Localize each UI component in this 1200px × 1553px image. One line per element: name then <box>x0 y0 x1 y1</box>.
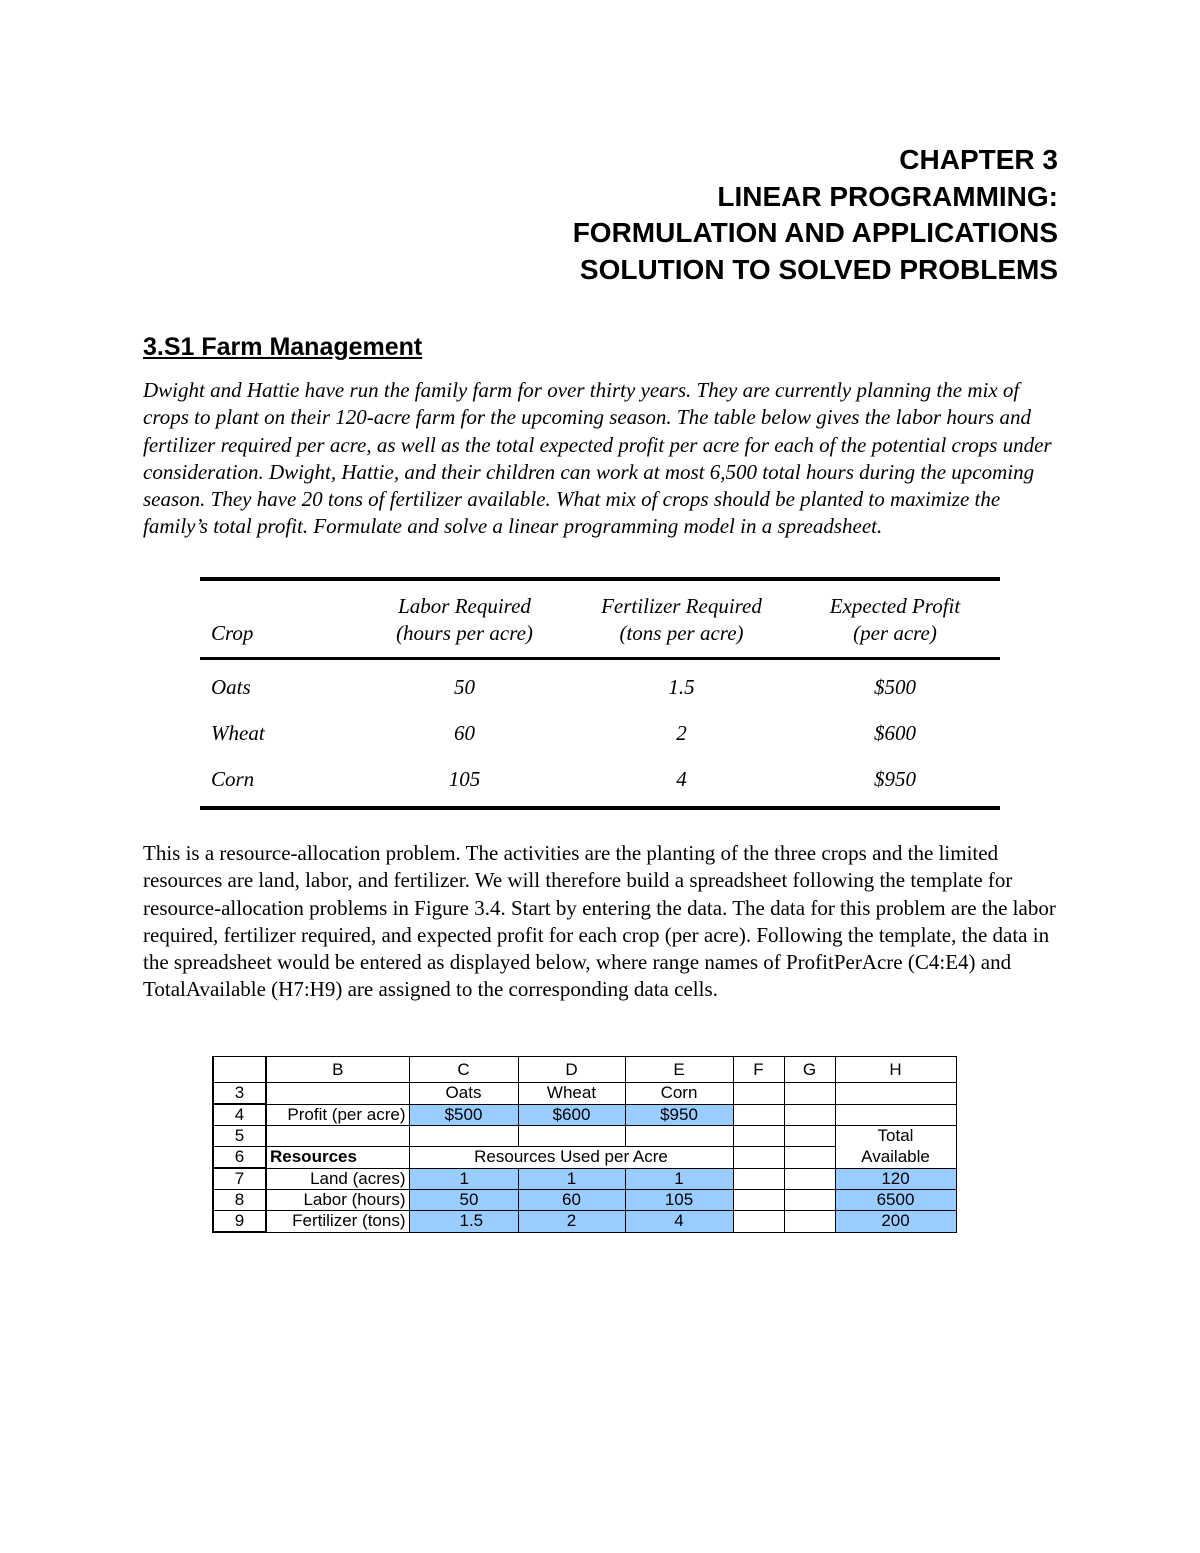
cell-b4[interactable]: Profit (per acre) <box>266 1104 409 1126</box>
cell-g8[interactable] <box>784 1190 835 1211</box>
cell-d5[interactable] <box>518 1126 625 1147</box>
crop-data-table <box>200 577 1000 810</box>
cell-c4[interactable]: $500 <box>409 1104 518 1126</box>
cell-d4[interactable]: $600 <box>518 1104 625 1126</box>
cell-c3[interactable]: Oats <box>409 1083 518 1105</box>
spreadsheet-row-5 <box>213 1126 956 1147</box>
cell-f7[interactable] <box>733 1168 784 1190</box>
cell-f6[interactable] <box>733 1147 784 1169</box>
spreadsheet-grid <box>212 1056 957 1233</box>
cell-b3[interactable] <box>266 1083 409 1105</box>
labor-column-header: Labor Required (hours per acre) <box>356 579 573 659</box>
cell-e9[interactable]: 4 <box>625 1211 733 1233</box>
column-header-f[interactable]: F <box>733 1057 784 1083</box>
column-header-c[interactable]: C <box>409 1057 518 1083</box>
cell-d8[interactable]: 60 <box>518 1190 625 1211</box>
cell-f8[interactable] <box>733 1190 784 1211</box>
profit-value: $950 <box>790 756 1000 808</box>
cell-b5[interactable] <box>266 1126 409 1147</box>
column-header-h[interactable]: H <box>835 1057 956 1083</box>
cell-c8[interactable]: 50 <box>409 1190 518 1211</box>
cell-g6[interactable] <box>784 1147 835 1169</box>
fertilizer-value: 1.5 <box>668 674 695 699</box>
row-number[interactable]: 7 <box>213 1168 266 1190</box>
cell-h7[interactable]: 120 <box>835 1168 956 1190</box>
cell-e3[interactable]: Corn <box>625 1083 733 1105</box>
cell-h8[interactable]: 6500 <box>835 1190 956 1211</box>
labor-value: 60 <box>454 720 475 745</box>
cell-c6-e6[interactable]: Resources Used per Acre <box>409 1147 733 1169</box>
cell-c5[interactable] <box>409 1126 518 1147</box>
spreadsheet-row-8 <box>213 1190 956 1211</box>
spreadsheet-row-7 <box>213 1168 956 1190</box>
column-header-d[interactable]: D <box>518 1057 625 1083</box>
cell-d3[interactable]: Wheat <box>518 1083 625 1105</box>
profit-value: $500 <box>874 674 916 699</box>
corner-cell[interactable] <box>213 1057 266 1083</box>
spreadsheet-row-3 <box>213 1083 956 1105</box>
row-number[interactable]: 9 <box>213 1211 266 1233</box>
column-header-b[interactable]: B <box>266 1057 409 1083</box>
cell-f3[interactable] <box>733 1083 784 1105</box>
cell-e8[interactable]: 105 <box>625 1190 733 1211</box>
fertilizer-value: 2 <box>676 720 687 745</box>
cell-e4[interactable]: $950 <box>625 1104 733 1126</box>
row-number[interactable]: 4 <box>213 1104 266 1126</box>
profit-value: $600 <box>874 720 916 745</box>
cell-d9[interactable]: 2 <box>518 1211 625 1233</box>
cell-d7[interactable]: 1 <box>518 1168 625 1190</box>
spreadsheet-row-4 <box>213 1104 956 1126</box>
profit-column-header: Expected Profit (per acre) <box>790 579 1000 659</box>
labor-value: 105 <box>356 756 573 808</box>
column-header-e[interactable]: E <box>625 1057 733 1083</box>
cell-b9[interactable]: Fertilizer (tons) <box>266 1211 409 1233</box>
table-row <box>200 756 1000 808</box>
chapter-number: CHAPTER 3 <box>899 144 1058 175</box>
cell-g5[interactable] <box>784 1126 835 1147</box>
crop-name: Oats <box>211 674 251 699</box>
cell-f9[interactable] <box>733 1211 784 1233</box>
cell-c9[interactable]: 1.5 <box>409 1211 518 1233</box>
chapter-solutions-title: SOLUTION TO SOLVED PROBLEMS <box>579 253 1058 285</box>
chapter-title: LINEAR PROGRAMMING: <box>717 180 1058 212</box>
cell-g4[interactable] <box>784 1104 835 1126</box>
explanation-paragraph: This is a resource-allocation problem. The activities are the planting of the three crops and the limited resources are land, labor, and fertilizer. We will therefore build a spreadsheet following the template for resource-allocation problems in Figure 3.4. Start by entering the data. The data for this problem are the labor required, fertilizer required, and expected profit for each crop (per acre). Following the template, the data in the spreadsheet would be entered as displayed below, where range names of ProfitPerAcre (C4:E4) and TotalAvailable (H7:H9) are assigned to the corresponding data cells. <box>143 841 1056 1002</box>
row-number[interactable]: 6 <box>213 1147 266 1169</box>
table-row <box>200 710 1000 756</box>
cell-b7[interactable]: Land (acres) <box>266 1168 409 1190</box>
fertilizer-value: 4 <box>573 756 790 808</box>
cell-g3[interactable] <box>784 1083 835 1105</box>
cell-b6[interactable]: Resources <box>266 1147 409 1169</box>
cell-c7[interactable]: 1 <box>409 1168 518 1190</box>
row-number[interactable]: 3 <box>213 1083 266 1105</box>
cell-e5[interactable] <box>625 1126 733 1147</box>
column-header-g[interactable]: G <box>784 1057 835 1083</box>
cell-g9[interactable] <box>784 1211 835 1233</box>
cell-f4[interactable] <box>733 1104 784 1126</box>
cell-b8[interactable]: Labor (hours) <box>266 1190 409 1211</box>
crop-name: Corn <box>200 756 356 808</box>
cell-h3[interactable] <box>835 1083 956 1105</box>
spreadsheet-row-6 <box>213 1147 956 1169</box>
labor-value: 50 <box>454 674 475 699</box>
cell-h5[interactable]: Total <box>835 1126 956 1147</box>
table-header-row <box>200 579 1000 659</box>
cell-g7[interactable] <box>784 1168 835 1190</box>
spreadsheet-row-9 <box>213 1211 956 1233</box>
cell-f5[interactable] <box>733 1126 784 1147</box>
problem-statement: Dwight and Hattie have run the family farm for over thirty years. They are currently planning the mix of crops to plant on their 120-acre farm for the upcoming season. The table below gives the labor hours and fertilizer required per acre, as well as the total expected profit per acre for each of the potential crops under consideration. Dwight, Hattie, and their children can work at most 6,500 total hours during the upcoming season. They have 20 tons of fertilizer available. What mix of crops should be planted to maximize the family’s total profit. Formulate and solve a linear programming model in a spreadsheet. <box>143 378 1052 539</box>
chapter-header <box>573 142 1058 288</box>
crop-name: Wheat <box>211 720 265 745</box>
table-row <box>200 659 1000 711</box>
row-number[interactable]: 5 <box>213 1126 266 1147</box>
fertilizer-column-header: Fertilizer Required (tons per acre) <box>573 579 790 659</box>
cell-h4[interactable] <box>835 1104 956 1126</box>
row-number[interactable]: 8 <box>213 1190 266 1211</box>
cell-h6[interactable]: Available <box>835 1147 956 1169</box>
section-title: 3.S1 Farm Management <box>143 333 423 361</box>
chapter-subtitle: FORMULATION AND APPLICATIONS <box>572 217 1058 248</box>
cell-h9[interactable]: 200 <box>835 1211 956 1233</box>
cell-e7[interactable]: 1 <box>625 1168 733 1190</box>
crop-column-header: Crop <box>200 579 356 659</box>
spreadsheet-column-headers <box>213 1057 956 1083</box>
